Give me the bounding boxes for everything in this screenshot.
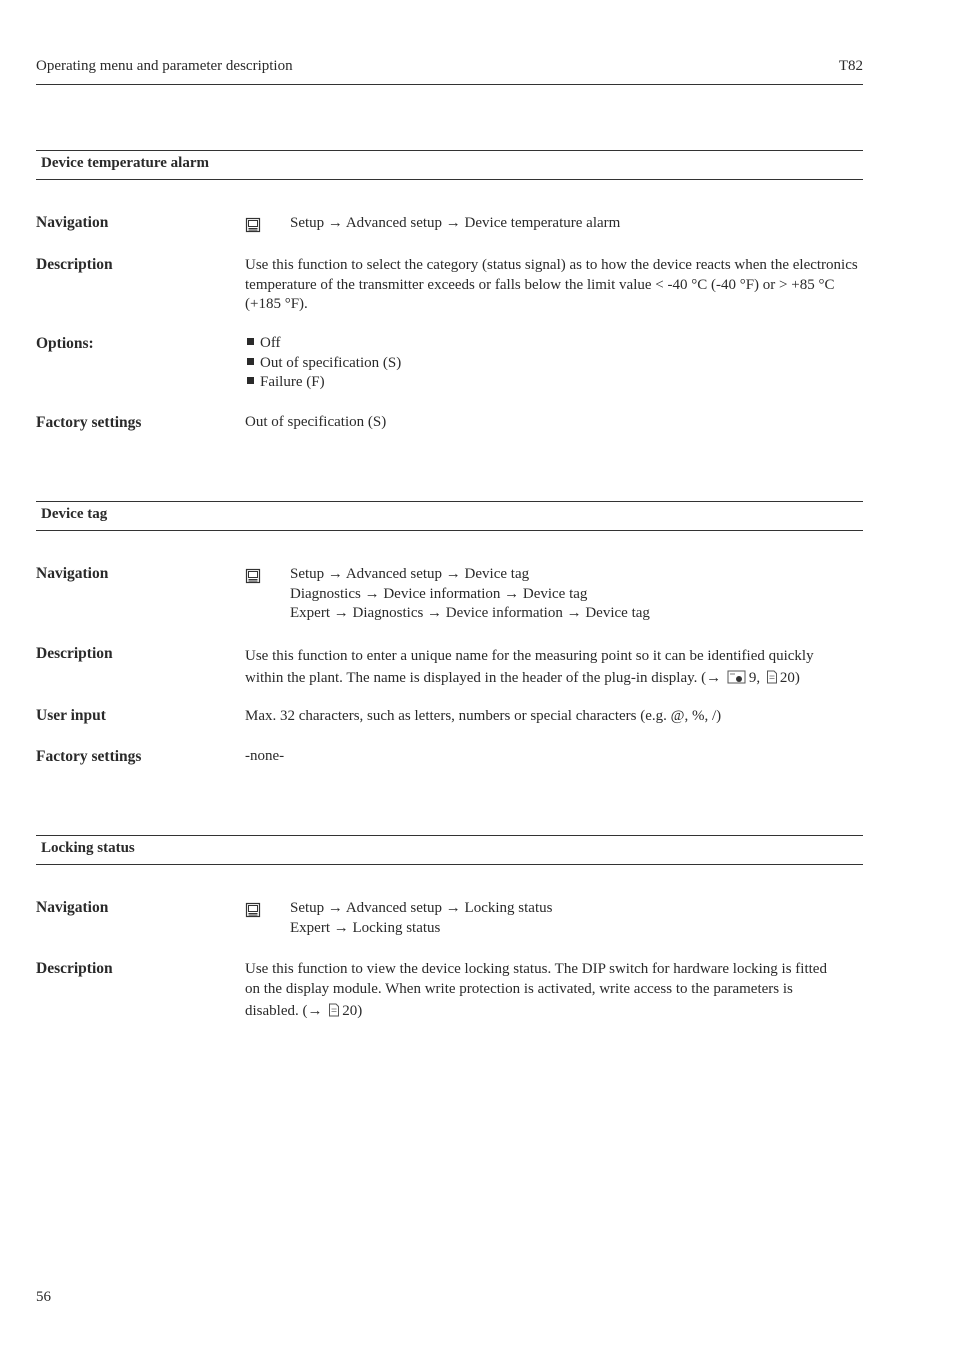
description-text: Use this function to select the category (status signal) as to how the device reacts when the electronics temperature of the transmitter exceeds or falls below the limit value < -40 °C (-40 °F) or > +85 °C (+185 °F). [245,257,858,312]
navigation-path-line: Expert → Locking status [290,919,441,936]
description-text: Use this function to view the device locking status. The DIP switch for hardware locking is fitted on the display module. When write protection is activated, write access to the parameters is disabled. (→ 20) [245,961,827,1019]
navigation-path [290,565,650,624]
navigation-path [290,214,620,234]
page-reference-icon [766,670,778,684]
options-label: Options: [36,335,94,352]
bullet-icon [247,358,254,365]
navigation-path-line: Setup → Advanced setup → Locking status [290,900,553,916]
section-title: Device tag [41,506,108,522]
section-header-device-tag [36,501,863,531]
navigation-path-line: Diagnostics → Device information → Device tag [290,585,588,602]
page-reference-number: 20) [342,1003,363,1019]
description-text: Use this function to enter a unique name for the measuring point so it can be identified quickly within the plant. The name is displayed in the header of the plug-in display. (→ 9, 20) [245,648,814,686]
user-input-label: User input [36,707,106,724]
navigation-label: Navigation [36,899,109,916]
navigation-path-line: Setup → Advanced setup → Device tag [290,566,530,582]
section-header-locking-status [36,835,863,865]
bullet-icon [247,377,254,384]
navigation-label: Navigation [36,214,109,231]
navigation-path-line: Setup → Advanced setup → Device temperature alarm [290,215,621,231]
section-title: Locking status [41,840,135,856]
option-item: Out of specification (S) [245,354,863,374]
options-list [245,334,863,393]
page-reference-icon [328,1003,340,1017]
description-label: Description [36,645,113,662]
running-header-title: Operating menu and parameter description [36,58,293,74]
figure-reference-icon [727,670,747,684]
display-menu-icon [245,217,261,233]
bullet-icon [247,338,254,345]
option-item: Failure (F) [245,373,863,393]
display-menu-icon [245,568,261,584]
figure-reference-number: 9, [748,670,761,686]
factory-settings-label: Factory settings [36,748,142,765]
description-label: Description [36,960,113,977]
navigation-label: Navigation [36,565,109,582]
page-number: 56 [36,1289,51,1305]
factory-settings-value: -none- [245,748,285,764]
factory-settings-value: Out of specification (S) [245,414,387,430]
running-header-product: T82 [838,58,863,74]
header-divider [36,84,863,85]
section-header-device-temperature-alarm [36,150,863,180]
display-menu-icon [245,902,261,918]
navigation-path-line: Expert → Diagnostics → Device information → Device tag [290,605,650,621]
option-item: Off [245,334,863,354]
factory-settings-label: Factory settings [36,414,142,431]
page-reference-number: 20) [779,670,800,686]
description-label: Description [36,256,113,273]
section-title: Device temperature alarm [41,155,209,171]
navigation-path [290,899,552,938]
user-input-value: Max. 32 characters, such as letters, numbers or special characters (e.g. @, %, /) [245,708,722,724]
